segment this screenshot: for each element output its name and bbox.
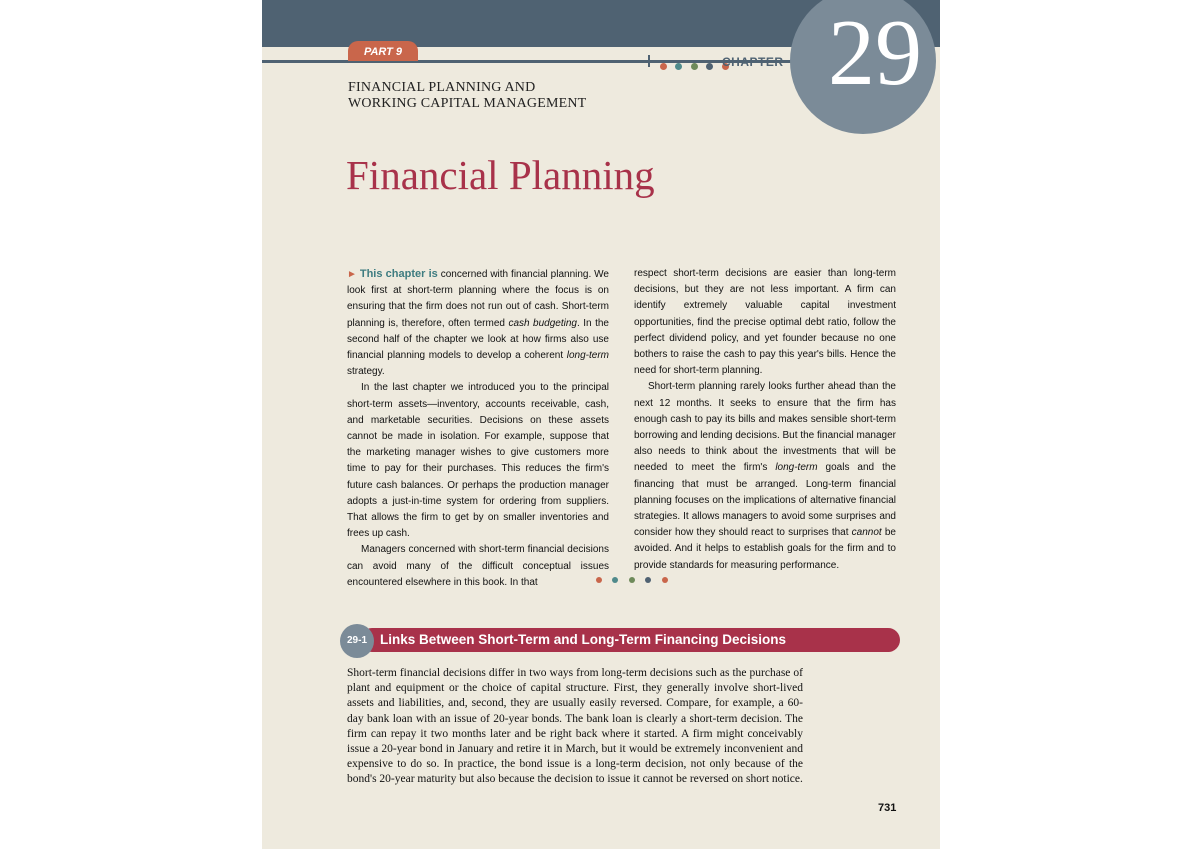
- body-paragraph: Short-term financial decisions differ in two ways from long-term decisions such as the purchase of plant and equipment or the choice of capital structure. First, they generally involve short-lived assets and liabilities, and, second, they are usually easily reversed. Compare, for example, a 60-day bank loan with an issue of 20-year bonds. The bank loan is clearly a short-term decision. The firm can repay it two months later and be right back where it started. A firm might conceivably issue a 20-year bond in January and retire it in March, but it would be extremely inconvenient and expensive to do so. In practice, the bond issue is a long-term decision, not only because of the bond's 20-year maturity but also because the decision to issue it cannot be reversed on short notice.: [347, 667, 803, 786]
- chapter-dot: [675, 63, 682, 70]
- intro-paragraph: In the last chapter we introduced you to the principal short-term assets—inventory, accounts receivable, cash, and marketable securities. Decisions on these assets cannot be made in isolation. For example, suppose that the marketing manager wishes to give customers more time to pay for their purchases. This reduces the firm's future cash balances. Or perhaps the production manager adopts a just-in-time system for ordering from suppliers. That allows the firm to get by on smaller inventories and frees up cash.: [347, 382, 609, 540]
- section-number: 29-1: [340, 624, 374, 658]
- intro-column-right: [634, 266, 896, 574]
- intro-paragraph: Short-term planning rarely looks further ahead than the next 12 months. It seeks to ensure that the firm has enough cash to pay its bills and makes sensible short-term borrowing and lending decisions. But the financial manager also needs to think about the investments that will be needed to meet the firm's long-term goals and the financing that must be arranged. Long-term financial planning focuses on the implications of alternative financial strategies. It allows managers to avoid some surprises and consider how they should react to surprises that cannot be avoided. And it helps to establish goals for the firm and to provide standards for measuring performance.: [634, 381, 896, 571]
- lead-in: This chapter is: [359, 268, 438, 280]
- divider-dot: [612, 577, 618, 583]
- chapter-dot: [691, 63, 698, 70]
- chapter-label: CHAPTER: [722, 55, 784, 69]
- intro-column-left: [347, 266, 609, 591]
- header-rule-tick: [648, 55, 650, 67]
- intro-paragraph: Managers concerned with short-term financial decisions can avoid many of the difficult conceptual issues encountered elsewhere in this book. In that: [347, 544, 609, 588]
- intro-paragraph: respect short-term decisions are easier than long-term decisions, but they are not less important. A firm can identify extremely valuable capital investment opportunities, find the precise optimal debt ratio, follow the perfect dividend policy, and yet founder because no one bothers to raise the cash to pay this year's bills. Hence the need for short-term planning.: [634, 268, 896, 377]
- divider-dot: [662, 577, 668, 583]
- section-title: Links Between Short-Term and Long-Term Financing Decisions: [380, 632, 787, 647]
- chapter-dot: [706, 63, 713, 70]
- chapter-dot: [660, 63, 667, 70]
- section-body: [347, 666, 803, 788]
- chapter-title: Financial Planning: [346, 152, 655, 198]
- part-title: [348, 80, 586, 112]
- chapter-number: 29: [828, 1, 922, 105]
- divider-dot: [629, 577, 635, 583]
- section-divider-dots: [596, 570, 674, 588]
- part-title-line: FINANCIAL PLANNING AND: [348, 80, 536, 95]
- divider-dot: [596, 577, 602, 583]
- part-title-line: WORKING CAPITAL MANAGEMENT: [348, 96, 587, 111]
- divider-dot: [645, 577, 651, 583]
- book-page: [262, 0, 940, 849]
- intro-paragraph: ► This chapter is concerned with financial planning. We look first at short-term planning where the focus is on ensuring that the firm does not run out of cash. Short-term planning is, therefore, often termed cash budgeting. In the second half of the chapter we look at how firms also use financial planning models to develop a coherent long-term strategy.: [347, 268, 609, 378]
- part-label: PART 9: [348, 41, 418, 61]
- lead-arrow-icon: ►: [347, 269, 357, 280]
- page-number: 731: [878, 802, 897, 814]
